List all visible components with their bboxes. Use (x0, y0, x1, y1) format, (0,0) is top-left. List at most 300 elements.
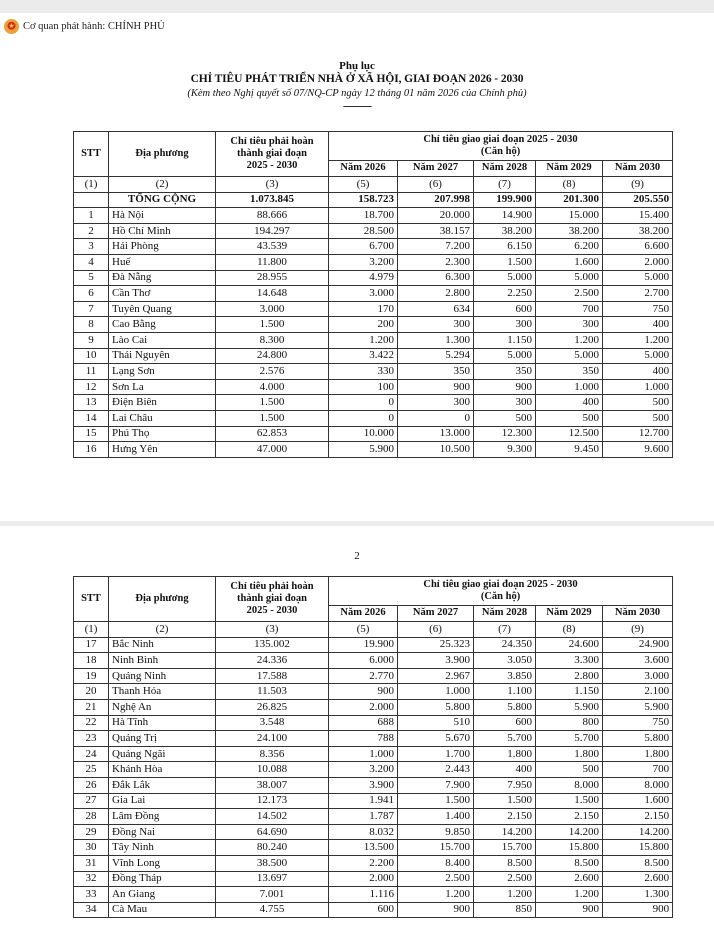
row-target: 24.336 (216, 653, 329, 669)
header-year-2028: Năm 2028 (474, 161, 536, 177)
row-year-2027: 1.300 (398, 332, 474, 348)
row-year-2027: 634 (398, 301, 474, 317)
row-year-2028: 8.500 (474, 855, 536, 871)
row-year-2027: 3.900 (398, 653, 474, 669)
row-target: 4.755 (216, 902, 329, 918)
row-target: 12.173 (216, 793, 329, 809)
row-year-2026: 3.000 (329, 286, 398, 302)
row-locality: Cà Mau (109, 902, 216, 918)
row-stt: 18 (74, 653, 109, 669)
row-year-2030: 2.000 (603, 254, 673, 270)
row-year-2027: 2.300 (398, 254, 474, 270)
table-row (74, 637, 673, 653)
row-year-2030: 500 (603, 410, 673, 426)
row-year-2029: 1.200 (536, 332, 603, 348)
table-row (74, 348, 673, 364)
row-locality: Gia Lai (109, 793, 216, 809)
row-year-2027: 1.500 (398, 793, 474, 809)
row-stt: 24 (74, 746, 109, 762)
row-year-2026: 4.979 (329, 270, 398, 286)
row-year-2027: 5.800 (398, 699, 474, 715)
row-year-2029: 24.600 (536, 637, 603, 653)
row-stt: 12 (74, 379, 109, 395)
table-row (74, 699, 673, 715)
row-locality: Nghệ An (109, 699, 216, 715)
table-row (74, 840, 673, 856)
row-year-2027: 1.400 (398, 809, 474, 825)
header-stt: STT (74, 132, 109, 177)
row-year-2030: 1.300 (603, 887, 673, 903)
row-target: 43.539 (216, 239, 329, 255)
row-target: 1.500 (216, 317, 329, 333)
row-year-2027: 10.500 (398, 442, 474, 458)
row-year-2027: 2.443 (398, 762, 474, 778)
row-locality: Tây Ninh (109, 840, 216, 856)
row-stt: 1 (74, 208, 109, 224)
document-title: CHỈ TIÊU PHÁT TRIỂN NHÀ Ở XÃ HỘI, GIAI ĐOẠN 2026 - 2030 (190, 73, 524, 85)
row-year-2029: 1.500 (536, 793, 603, 809)
row-year-2029: 5.000 (536, 348, 603, 364)
row-target: 47.000 (216, 442, 329, 458)
row-year-2029: 38.200 (536, 223, 603, 239)
row-target: 11.503 (216, 684, 329, 700)
header-assigned-target: Chỉ tiêu giao giai đoạn 2025 - 2030 (Căn hộ) (329, 577, 673, 606)
row-year-2030: 700 (603, 762, 673, 778)
row-year-2029: 12.500 (536, 426, 603, 442)
row-stt: 34 (74, 902, 109, 918)
title-rule: ------------ (343, 101, 371, 112)
row-stt: 9 (74, 332, 109, 348)
row-stt: 30 (74, 840, 109, 856)
row-target: 17.588 (216, 668, 329, 684)
header-year-2030: Năm 2030 (603, 606, 673, 622)
row-year-2030: 1.200 (603, 332, 673, 348)
row-target: 80.240 (216, 840, 329, 856)
table-row (74, 379, 673, 395)
row-target: 14.502 (216, 809, 329, 825)
row-locality: Lào Cai (109, 332, 216, 348)
row-year-2028: 1.500 (474, 254, 536, 270)
row-year-2030: 15.400 (603, 208, 673, 224)
row-target: 38.007 (216, 777, 329, 793)
header-year-2030: Năm 2030 (603, 161, 673, 177)
row-locality: Phú Thọ (109, 426, 216, 442)
row-year-2027: 300 (398, 395, 474, 411)
row-year-2029: 800 (536, 715, 603, 731)
row-year-2028: 400 (474, 762, 536, 778)
row-year-2029: 1.600 (536, 254, 603, 270)
viewer-top-bar (0, 0, 714, 13)
row-target: 24.100 (216, 731, 329, 747)
row-year-2028: 9.300 (474, 442, 536, 458)
row-year-2026: 3.200 (329, 762, 398, 778)
row-year-2029: 3.300 (536, 653, 603, 669)
row-year-2029: 1.800 (536, 746, 603, 762)
row-stt: 17 (74, 637, 109, 653)
table-row (74, 746, 673, 762)
row-year-2026: 6.000 (329, 653, 398, 669)
row-locality: Quảng Ngãi (109, 746, 216, 762)
row-locality: Hà Nội (109, 208, 216, 224)
row-year-2029: 5.900 (536, 699, 603, 715)
row-target: 3.000 (216, 301, 329, 317)
row-year-2030: 3.600 (603, 653, 673, 669)
row-year-2029: 900 (536, 902, 603, 918)
row-year-2030: 400 (603, 317, 673, 333)
row-target: 135.002 (216, 637, 329, 653)
row-year-2026: 0 (329, 410, 398, 426)
row-stt: 22 (74, 715, 109, 731)
row-year-2030: 5.800 (603, 731, 673, 747)
row-target: 26.825 (216, 699, 329, 715)
row-target: 7.001 (216, 887, 329, 903)
row-year-2029: 2.600 (536, 871, 603, 887)
row-year-2027: 38.157 (398, 223, 474, 239)
row-year-2027: 7.200 (398, 239, 474, 255)
row-locality: An Giang (109, 887, 216, 903)
row-stt: 6 (74, 286, 109, 302)
row-stt: 2 (74, 223, 109, 239)
row-year-2028: 1.150 (474, 332, 536, 348)
row-year-2028: 500 (474, 410, 536, 426)
row-stt: 26 (74, 777, 109, 793)
row-year-2026: 900 (329, 684, 398, 700)
row-year-2026: 600 (329, 902, 398, 918)
row-year-2027: 13.000 (398, 426, 474, 442)
row-year-2027: 350 (398, 364, 474, 380)
row-year-2030: 400 (603, 364, 673, 380)
row-year-2028: 2.500 (474, 871, 536, 887)
row-year-2029: 9.450 (536, 442, 603, 458)
row-year-2028: 1.800 (474, 746, 536, 762)
column-code-row: (1) (2) (3) (5) (6) (7) (8) (9) (74, 177, 673, 193)
row-year-2027: 5.670 (398, 731, 474, 747)
row-year-2026: 1.116 (329, 887, 398, 903)
row-year-2027: 2.800 (398, 286, 474, 302)
row-year-2029: 2.150 (536, 809, 603, 825)
row-target: 64.690 (216, 824, 329, 840)
row-year-2030: 5.000 (603, 270, 673, 286)
row-year-2026: 6.700 (329, 239, 398, 255)
table-row (74, 777, 673, 793)
table-row (74, 239, 673, 255)
row-locality: Thái Nguyên (109, 348, 216, 364)
row-locality: Đà Nẵng (109, 270, 216, 286)
row-year-2027: 15.700 (398, 840, 474, 856)
row-year-2027: 2.500 (398, 871, 474, 887)
row-year-2029: 400 (536, 395, 603, 411)
row-year-2027: 7.900 (398, 777, 474, 793)
page-separator (0, 521, 714, 526)
row-year-2026: 8.032 (329, 824, 398, 840)
row-year-2028: 7.950 (474, 777, 536, 793)
row-locality: Hồ Chí Minh (109, 223, 216, 239)
row-year-2028: 38.200 (474, 223, 536, 239)
row-locality: Bắc Ninh (109, 637, 216, 653)
row-target: 24.800 (216, 348, 329, 364)
row-target: 14.648 (216, 286, 329, 302)
row-stt: 32 (74, 871, 109, 887)
row-stt: 4 (74, 254, 109, 270)
row-year-2026: 0 (329, 395, 398, 411)
header-year-2026: Năm 2026 (329, 161, 398, 177)
row-year-2026: 1.200 (329, 332, 398, 348)
row-year-2026: 170 (329, 301, 398, 317)
header-year-2029: Năm 2029 (536, 161, 603, 177)
housing-target-table-page1 (73, 131, 673, 458)
total-row: TỔNG CỘNG 1.073.845 158.723 207.998 199.900 201.300 205.550 (74, 192, 673, 208)
table-row (74, 855, 673, 871)
row-year-2027: 900 (398, 902, 474, 918)
row-year-2028: 14.200 (474, 824, 536, 840)
row-locality: Sơn La (109, 379, 216, 395)
row-year-2030: 2.700 (603, 286, 673, 302)
table-row (74, 317, 673, 333)
row-year-2030: 500 (603, 395, 673, 411)
table-row (74, 223, 673, 239)
document-subtitle: (Kèm theo Nghị quyết số 07/NQ-CP ngày 12 tháng 01 năm 2026 của Chính phủ) (187, 88, 527, 99)
table-row (74, 286, 673, 302)
row-year-2029: 2.800 (536, 668, 603, 684)
row-year-2027: 20.000 (398, 208, 474, 224)
table-row (74, 364, 673, 380)
row-locality: Ninh Bình (109, 653, 216, 669)
row-year-2026: 2.200 (329, 855, 398, 871)
table-row (74, 653, 673, 669)
row-stt: 8 (74, 317, 109, 333)
table-row (74, 902, 673, 918)
row-year-2029: 8.000 (536, 777, 603, 793)
issuer-line (4, 17, 165, 35)
table-row (74, 410, 673, 426)
row-year-2030: 1.600 (603, 793, 673, 809)
row-year-2026: 13.500 (329, 840, 398, 856)
row-year-2026: 1.787 (329, 809, 398, 825)
row-year-2028: 24.350 (474, 637, 536, 653)
row-year-2030: 2.600 (603, 871, 673, 887)
row-year-2026: 2.770 (329, 668, 398, 684)
row-year-2029: 15.800 (536, 840, 603, 856)
row-year-2027: 0 (398, 410, 474, 426)
row-year-2030: 14.200 (603, 824, 673, 840)
row-year-2029: 500 (536, 410, 603, 426)
row-year-2029: 14.200 (536, 824, 603, 840)
row-stt: 11 (74, 364, 109, 380)
row-year-2026: 19.900 (329, 637, 398, 653)
row-year-2029: 8.500 (536, 855, 603, 871)
table-row (74, 668, 673, 684)
row-target: 2.576 (216, 364, 329, 380)
row-year-2026: 1.941 (329, 793, 398, 809)
row-locality: Tuyên Quang (109, 301, 216, 317)
table-row (74, 254, 673, 270)
row-year-2028: 2.250 (474, 286, 536, 302)
table-row (74, 793, 673, 809)
row-year-2027: 1.200 (398, 887, 474, 903)
row-year-2029: 1.000 (536, 379, 603, 395)
national-emblem-icon (4, 19, 19, 34)
row-year-2029: 1.200 (536, 887, 603, 903)
row-year-2030: 15.800 (603, 840, 673, 856)
row-year-2030: 38.200 (603, 223, 673, 239)
row-target: 11.800 (216, 254, 329, 270)
row-target: 4.000 (216, 379, 329, 395)
row-locality: Lạng Sơn (109, 364, 216, 380)
table-row (74, 731, 673, 747)
row-year-2028: 1.100 (474, 684, 536, 700)
row-target: 8.356 (216, 746, 329, 762)
row-year-2029: 5.700 (536, 731, 603, 747)
row-year-2026: 688 (329, 715, 398, 731)
row-locality: Cần Thơ (109, 286, 216, 302)
row-year-2029: 350 (536, 364, 603, 380)
row-year-2028: 12.300 (474, 426, 536, 442)
row-year-2026: 3.200 (329, 254, 398, 270)
header-year-2028: Năm 2028 (474, 606, 536, 622)
table-row (74, 426, 673, 442)
row-year-2028: 850 (474, 902, 536, 918)
row-year-2030: 2.100 (603, 684, 673, 700)
row-year-2030: 12.700 (603, 426, 673, 442)
header-target-period: Chỉ tiêu phải hoàn thành giai đoạn 2025 - 2030 (216, 577, 329, 622)
header-locality: Địa phương (109, 577, 216, 622)
row-target: 8.300 (216, 332, 329, 348)
table-row (74, 762, 673, 778)
table-row (74, 442, 673, 458)
column-code-row: (1) (2) (3) (5) (6) (7) (8) (9) (74, 622, 673, 638)
table-row (74, 301, 673, 317)
issuer-label: Cơ quan phát hành: CHÍNH PHỦ (23, 20, 165, 32)
total-label: TỔNG CỘNG (109, 192, 216, 208)
row-stt: 27 (74, 793, 109, 809)
header-target-period: Chỉ tiêu phải hoàn thành giai đoạn 2025 - 2030 (216, 132, 329, 177)
row-year-2027: 8.400 (398, 855, 474, 871)
table-row (74, 809, 673, 825)
row-year-2030: 1.000 (603, 379, 673, 395)
row-year-2030: 2.150 (603, 809, 673, 825)
appendix-label: Phụ lục (339, 60, 375, 72)
row-year-2028: 6.150 (474, 239, 536, 255)
row-year-2029: 500 (536, 762, 603, 778)
row-year-2026: 5.900 (329, 442, 398, 458)
row-year-2026: 28.500 (329, 223, 398, 239)
row-year-2027: 2.967 (398, 668, 474, 684)
row-locality: Huế (109, 254, 216, 270)
row-locality: Đồng Nai (109, 824, 216, 840)
row-year-2029: 1.150 (536, 684, 603, 700)
row-stt: 13 (74, 395, 109, 411)
row-year-2028: 350 (474, 364, 536, 380)
row-stt: 21 (74, 699, 109, 715)
row-year-2030: 3.000 (603, 668, 673, 684)
row-target: 194.297 (216, 223, 329, 239)
row-locality: Hải Phòng (109, 239, 216, 255)
row-year-2028: 15.700 (474, 840, 536, 856)
row-year-2027: 6.300 (398, 270, 474, 286)
row-locality: Điện Biên (109, 395, 216, 411)
row-stt: 25 (74, 762, 109, 778)
row-year-2030: 5.000 (603, 348, 673, 364)
row-locality: Cao Bằng (109, 317, 216, 333)
row-year-2027: 300 (398, 317, 474, 333)
row-stt: 31 (74, 855, 109, 871)
row-stt: 14 (74, 410, 109, 426)
row-stt: 19 (74, 668, 109, 684)
row-year-2030: 750 (603, 715, 673, 731)
row-locality: Quảng Trị (109, 731, 216, 747)
row-year-2027: 1.000 (398, 684, 474, 700)
row-stt: 29 (74, 824, 109, 840)
row-year-2027: 5.294 (398, 348, 474, 364)
header-year-2026: Năm 2026 (329, 606, 398, 622)
row-year-2028: 300 (474, 395, 536, 411)
row-target: 1.500 (216, 395, 329, 411)
row-year-2028: 600 (474, 301, 536, 317)
row-target: 1.500 (216, 410, 329, 426)
table-row (74, 684, 673, 700)
row-locality: Thanh Hóa (109, 684, 216, 700)
row-year-2026: 2.000 (329, 699, 398, 715)
row-year-2029: 700 (536, 301, 603, 317)
row-year-2027: 25.323 (398, 637, 474, 653)
row-target: 28.955 (216, 270, 329, 286)
row-locality: Hà Tĩnh (109, 715, 216, 731)
row-year-2026: 200 (329, 317, 398, 333)
row-year-2028: 1.200 (474, 887, 536, 903)
header-year-2029: Năm 2029 (536, 606, 603, 622)
row-year-2028: 3.050 (474, 653, 536, 669)
table-row (74, 395, 673, 411)
row-year-2027: 9.850 (398, 824, 474, 840)
row-target: 38.500 (216, 855, 329, 871)
row-locality: Đồng Tháp (109, 871, 216, 887)
row-stt: 7 (74, 301, 109, 317)
row-locality: Đắk Lắk (109, 777, 216, 793)
row-year-2030: 24.900 (603, 637, 673, 653)
housing-target-table-page2 (73, 576, 673, 918)
row-year-2028: 14.900 (474, 208, 536, 224)
row-year-2030: 8.500 (603, 855, 673, 871)
row-year-2027: 900 (398, 379, 474, 395)
row-year-2026: 788 (329, 731, 398, 747)
row-stt: 3 (74, 239, 109, 255)
row-year-2029: 2.500 (536, 286, 603, 302)
row-year-2029: 15.000 (536, 208, 603, 224)
table-row (74, 270, 673, 286)
row-year-2030: 8.000 (603, 777, 673, 793)
row-target: 88.666 (216, 208, 329, 224)
row-stt: 10 (74, 348, 109, 364)
header-assigned-target: Chỉ tiêu giao giai đoạn 2025 - 2030 (Căn hộ) (329, 132, 673, 161)
row-year-2029: 5.000 (536, 270, 603, 286)
row-target: 3.548 (216, 715, 329, 731)
row-year-2026: 3.422 (329, 348, 398, 364)
row-year-2026: 2.000 (329, 871, 398, 887)
row-locality: Khánh Hòa (109, 762, 216, 778)
header-locality: Địa phương (109, 132, 216, 177)
row-year-2028: 300 (474, 317, 536, 333)
row-stt: 28 (74, 809, 109, 825)
row-stt: 23 (74, 731, 109, 747)
row-year-2028: 5.800 (474, 699, 536, 715)
row-stt: 5 (74, 270, 109, 286)
row-year-2028: 5.000 (474, 270, 536, 286)
row-year-2026: 1.000 (329, 746, 398, 762)
row-year-2028: 1.500 (474, 793, 536, 809)
row-year-2027: 1.700 (398, 746, 474, 762)
row-year-2028: 600 (474, 715, 536, 731)
row-stt: 15 (74, 426, 109, 442)
